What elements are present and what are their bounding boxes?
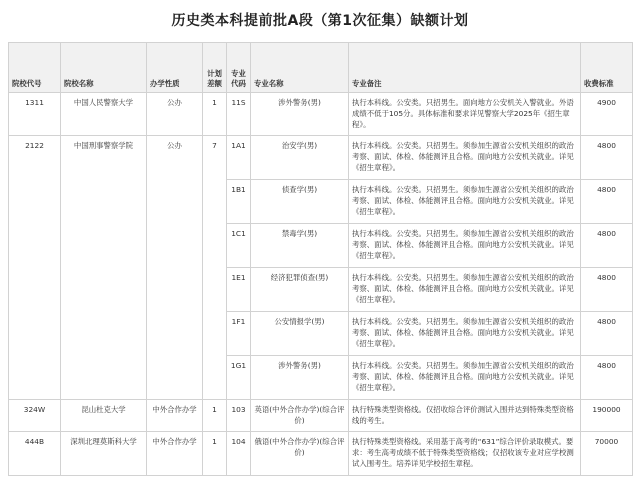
- header-school-name: 院校名称: [61, 43, 147, 93]
- header-plan: 计划差额: [203, 43, 227, 93]
- remark-cell: 执行特殊类型资格线。采用基于高考的“631”综合评价录取模式。要求：考生高考成绩不低于特殊类型资格线；仅招收该专业对应学校测试入围考生。培养详见学校招生章程。: [349, 432, 581, 476]
- major-code-cell: 1G1: [227, 356, 251, 400]
- page-title: 历史类本科提前批A段（第1次征集）缺额计划: [171, 13, 469, 29]
- plan-cell: 1: [203, 93, 227, 136]
- major-name-cell: 俄语(中外合作办学)(综合评价): [251, 432, 349, 476]
- header-major-code: 专业代码: [227, 43, 251, 93]
- remark-cell: 执行特殊类型资格线。仅招收综合评价测试入围并达到特殊类型资格线的考生。: [349, 400, 581, 432]
- table-row: [9, 432, 633, 476]
- school-name-cell: 昆山杜克大学: [61, 400, 147, 432]
- remark-cell: 执行本科线。公安类。只招男生。须参加生源省公安机关组织的政治考察、面试、体检、体能测评且合格。面向地方公安机关就业。详见《招生章程》。: [349, 268, 581, 312]
- header-major-name: 专业名称: [251, 43, 349, 93]
- major-name-cell: 禁毒学(男): [251, 224, 349, 268]
- table-header-row: [9, 43, 633, 93]
- header-school-code: 院校代号: [9, 43, 61, 93]
- remark-cell: 执行本科线。公安类。只招男生。须参加生源省公安机关组织的政治考察、面试、体检、体能测评且合格。面向地方公安机关就业。详见《招生章程》。: [349, 224, 581, 268]
- fee-cell: 4800: [581, 268, 633, 312]
- school-code-cell: 324W: [9, 400, 61, 432]
- fee-cell: 70000: [581, 432, 633, 476]
- school-code-cell: 444B: [9, 432, 61, 476]
- nature-cell: 中外合作办学: [147, 400, 203, 432]
- major-name-cell: 治安学(男): [251, 136, 349, 180]
- nature-cell: 中外合作办学: [147, 432, 203, 476]
- table-row: [9, 93, 633, 136]
- major-name-cell: 公安情报学(男): [251, 312, 349, 356]
- fee-cell: 4800: [581, 312, 633, 356]
- major-code-cell: 1F1: [227, 312, 251, 356]
- fee-cell: 4800: [581, 356, 633, 400]
- fee-cell: 4900: [581, 93, 633, 136]
- major-name-cell: 经济犯罪侦查(男): [251, 268, 349, 312]
- major-code-cell: 1A1: [227, 136, 251, 180]
- header-remark: 专业备注: [349, 43, 581, 93]
- fee-cell: 4800: [581, 136, 633, 180]
- major-code-cell: 11S: [227, 93, 251, 136]
- header-fee: 收费标准: [581, 43, 633, 93]
- fee-cell: 4800: [581, 180, 633, 224]
- nature-cell: 公办: [147, 136, 203, 400]
- major-name-cell: 涉外警务(男): [251, 356, 349, 400]
- school-name-cell: 中国刑事警察学院: [61, 136, 147, 400]
- remark-cell: 执行本科线。公安类。只招男生。须参加生源省公安机关组织的政治考察、面试、体检、体能测评且合格。面向地方公安机关就业。详见《招生章程》。: [349, 136, 581, 180]
- school-name-cell: 深圳北理莫斯科大学: [61, 432, 147, 476]
- major-name-cell: 侦查学(男): [251, 180, 349, 224]
- plan-cell: 7: [203, 136, 227, 400]
- plan-cell: 1: [203, 432, 227, 476]
- major-code-cell: 1E1: [227, 268, 251, 312]
- major-name-cell: 涉外警务(男): [251, 93, 349, 136]
- school-code-cell: 1311: [9, 93, 61, 136]
- quota-table: [8, 42, 633, 476]
- school-code-cell: 2122: [9, 136, 61, 400]
- remark-cell: 执行本科线。公安类。只招男生。须参加生源省公安机关组织的政治考察、面试、体检、体能测评且合格。面向地方公安机关就业。详见《招生章程》。: [349, 356, 581, 400]
- nature-cell: 公办: [147, 93, 203, 136]
- remark-cell: 执行本科线。公安类。只招男生。须参加生源省公安机关组织的政治考察、面试、体检、体能测评且合格。面向地方公安机关就业。详见《招生章程》。: [349, 312, 581, 356]
- major-code-cell: 103: [227, 400, 251, 432]
- major-name-cell: 英语(中外合作办学)(综合评价): [251, 400, 349, 432]
- header-nature: 办学性质: [147, 43, 203, 93]
- plan-cell: 1: [203, 400, 227, 432]
- remark-cell: 执行本科线。公安类。只招男生。须参加生源省公安机关组织的政治考察、面试、体检、体能测评且合格。面向地方公安机关就业。详见《招生章程》。: [349, 180, 581, 224]
- major-code-cell: 1C1: [227, 224, 251, 268]
- major-code-cell: 104: [227, 432, 251, 476]
- remark-cell: 执行本科线。公安类。只招男生。面向地方公安机关入警就业。外语成绩不低于105分。具体标准和要求详见警察大学2025年《招生章程》。: [349, 93, 581, 136]
- table-row: [9, 400, 633, 432]
- major-code-cell: 1B1: [227, 180, 251, 224]
- fee-cell: 190000: [581, 400, 633, 432]
- school-name-cell: 中国人民警察大学: [61, 93, 147, 136]
- table-row: [9, 136, 633, 180]
- fee-cell: 4800: [581, 224, 633, 268]
